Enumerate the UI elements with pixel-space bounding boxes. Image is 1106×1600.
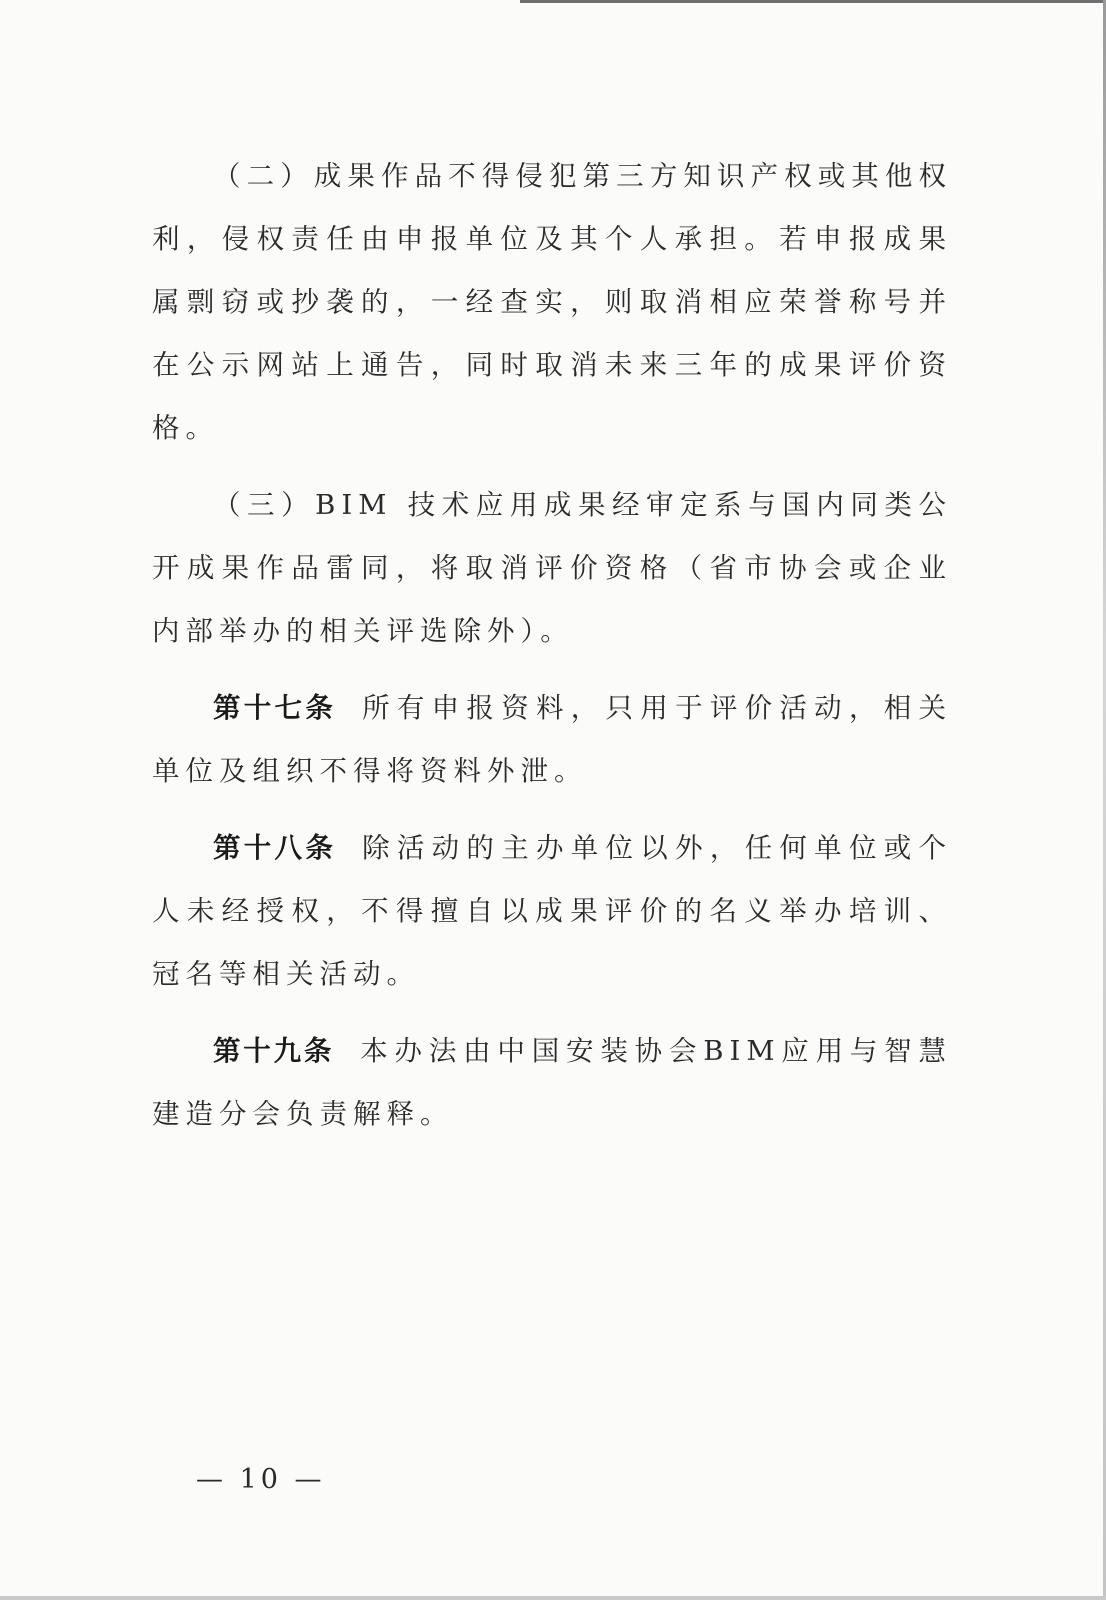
article-text: 所有申报资料，只用于评价活动，相关单位及组织不得将资料外泄。 [152, 692, 953, 787]
scan-edge-top [520, 0, 1106, 3]
article-heading: 第十八条 [213, 832, 337, 864]
paragraph-clause-2 [152, 145, 952, 460]
paragraph-text: （二）成果作品不得侵犯第三方知识产权或其他权利，侵权责任由申报单位及其个人承担。若申报成果属剽窃或抄袭的，一经查实，则取消相应荣誉称号并在公示网站上通告，同时取消未来三年的成果评价资格。 [152, 160, 952, 444]
article-text: 除活动的主办单位以外，任何单位或个人未经授权，不得擅自以成果评价的名义举办培训、冠名等相关活动。 [152, 832, 953, 990]
paragraph-clause-3 [152, 474, 952, 663]
paragraph-text: （三）BIM 技术应用成果经审定系与国内同类公开成果作品雷同，将取消评价资格（省市协会或企业内部举办的相关评选除外）。 [152, 489, 952, 647]
article-18 [152, 817, 952, 1006]
article-19 [152, 1020, 952, 1146]
article-text: 本办法由中国安装协会BIM应用与智慧建造分会负责解释。 [152, 1035, 952, 1130]
article-17 [152, 677, 952, 803]
scan-edge-bottom [0, 1596, 1106, 1600]
article-heading: 第十九条 [213, 1035, 335, 1067]
document-body [152, 145, 952, 1160]
page-number: — 10 — [196, 1464, 326, 1495]
article-heading: 第十七条 [213, 692, 337, 724]
